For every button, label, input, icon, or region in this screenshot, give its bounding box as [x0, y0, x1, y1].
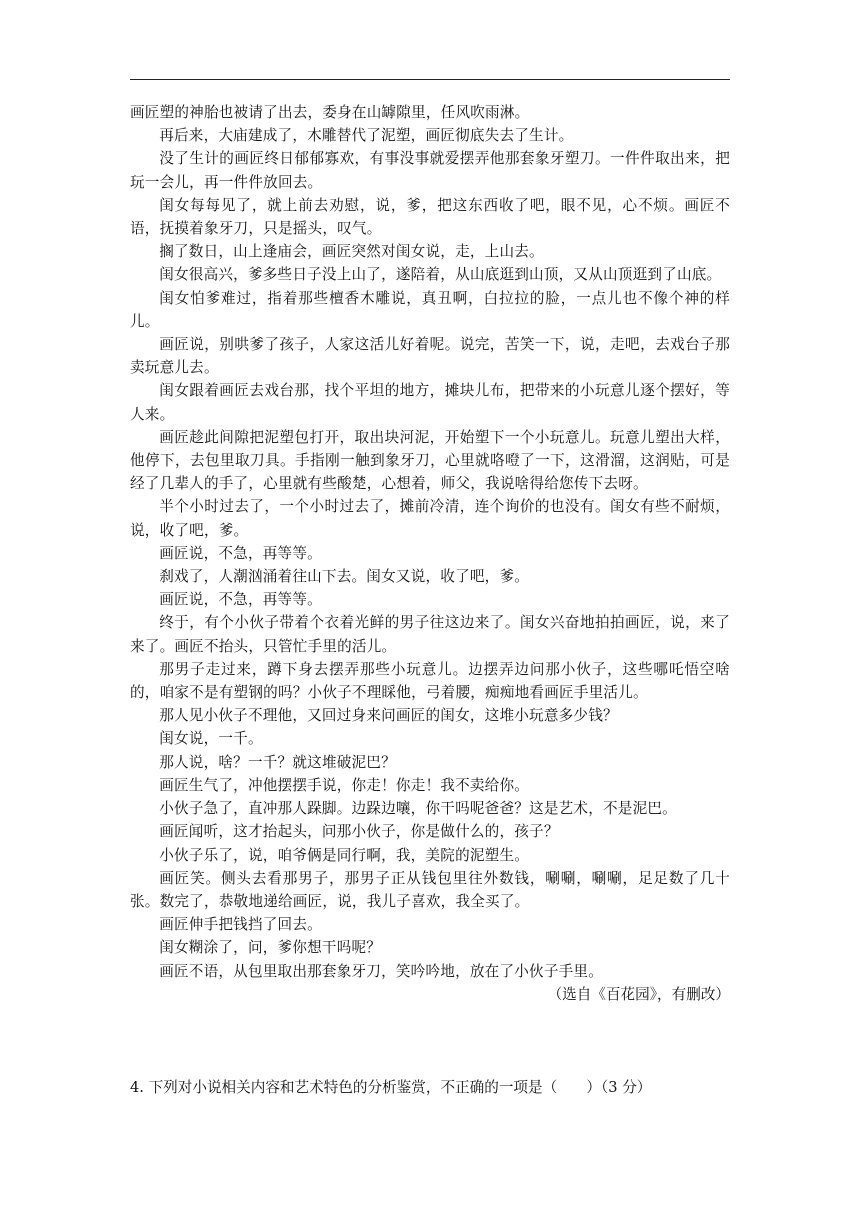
paragraph: 闺女很高兴，爹多些日子没上山了，遂陪着，从山底逛到山顶，又从山顶逛到了山底。	[159, 266, 722, 284]
paragraph: 那人说，啥？一千？就这堆破泥巴？	[159, 753, 396, 771]
paragraph: 搁了数日，山上逢庙会，画匠突然对闺女说，走，上山去。	[159, 243, 544, 261]
paragraph: 画匠笑。侧头去看那男子，那男子正从钱包里往外数钱，唰唰，唰唰，足足数了几十张。数完了，恭敬地递给画匠，说，我儿子喜欢，我全买了。	[130, 869, 730, 910]
paragraph: 刹戏了，人潮汹涌着往山下去。闺女又说，收了吧，爹。	[159, 568, 530, 586]
paragraph: 画匠塑的神胎也被请了出去，委身在山罅隙里，任风吹雨淋。	[130, 104, 530, 121]
paragraph: 画匠闻听，这才抬起头，问那小伙子，你是做什么的，孩子？	[159, 823, 559, 841]
paragraph: 画匠趁此间隙把泥塑包打开，取出块河泥，开始塑下一个小玩意儿。玩意儿塑出大样，他停下，去包里取刀具。手指刚一触到象牙刀，心里就咯噔了一下，这滑溜，这润贴，可是经了几辈人的手了，心里就有些酸楚，心想着，师父，我说啥得给您传下去呀。	[130, 428, 730, 493]
paragraph: 再后来，大庙建成了，木雕替代了泥塑，画匠彻底失去了生计。	[159, 127, 574, 145]
paragraph: 那人见小伙子不理他，又回过身来问画匠的闺女，这堆小玩意多少钱？	[159, 707, 618, 725]
paragraph: 画匠生气了，冲他摆摆手说，你走！你走！我不卖给你。	[159, 776, 530, 794]
question-4: 4. 下列对小说相关内容和艺术特色的分析鉴赏，不正确的一项是（ ）（3 分）	[130, 1079, 652, 1096]
paragraph: 小伙子乐了，说，咱爷俩是同行啊，我，美院的泥塑生。	[159, 846, 530, 864]
paragraph: 半个小时过去了，一个小时过去了，摊前冷清，连个询价的也没有。闺女有些不耐烦，说，收了吧，爹。	[130, 498, 730, 539]
paragraph: 画匠不语，从包里取出那套象牙刀，笑吟吟地，放在了小伙子手里。	[159, 962, 604, 980]
paragraph: 画匠伸手把钱挡了回去。	[159, 916, 322, 934]
paragraph: 画匠说，别哄爹了孩子，人家这活儿好着呢。说完，苦笑一下，说，走吧，去戏台子那卖玩意儿去。	[130, 336, 730, 377]
header-rule	[130, 79, 730, 80]
story-body	[130, 101, 730, 1006]
paragraph: 没了生计的画匠终日郁郁寡欢，有事没事就爱摆弄他那套象牙塑刀。一件件取出来，把玩一会儿，再一件件放回去。	[130, 150, 730, 191]
paragraph: 画匠说，不急，再等等。	[159, 591, 322, 609]
source-citation: （选自《百花园》，有删改）	[547, 985, 730, 1003]
paragraph: 小伙子急了，直冲那人跺脚。边跺边嚷，你干吗呢爸爸？这是艺术，不是泥巴。	[159, 800, 677, 818]
paragraph: 闺女怕爹难过，指着那些檀香木雕说，真丑啊，白拉拉的脸，一点儿也不像个神的样儿。	[130, 289, 730, 330]
paragraph: 画匠说，不急，再等等。	[159, 544, 322, 562]
paragraph: 那男子走过来，蹲下身去摆弄那些小玩意儿。边摆弄边问那小伙子，这些哪吒悟空啥的，咱家不是有塑钢的吗？小伙子不理睬他，弓着腰，痴痴地看画匠手里活儿。	[130, 660, 730, 702]
paragraph: 闺女说，一千。	[159, 730, 263, 748]
paragraph: 闺女每每见了，就上前去劝慰，说，爹，把这东西收了吧，眼不见，心不烦。画匠不语，抚摸着象牙刀，只是摇头，叹气。	[130, 196, 730, 238]
paragraph: 终于，有个小伙子带着个衣着光鲜的男子往这边来了。闺女兴奋地拍拍画匠，说，来了来了。画匠不抬头，只管忙手里的活儿。	[130, 614, 730, 655]
paragraph: 闺女跟着画匠去戏台那，找个平坦的地方，摊块儿布，把带来的小玩意儿逐个摆好，等人来。	[130, 382, 730, 423]
paragraph: 闺女糊涂了，问，爹你想干吗呢？	[159, 939, 382, 957]
